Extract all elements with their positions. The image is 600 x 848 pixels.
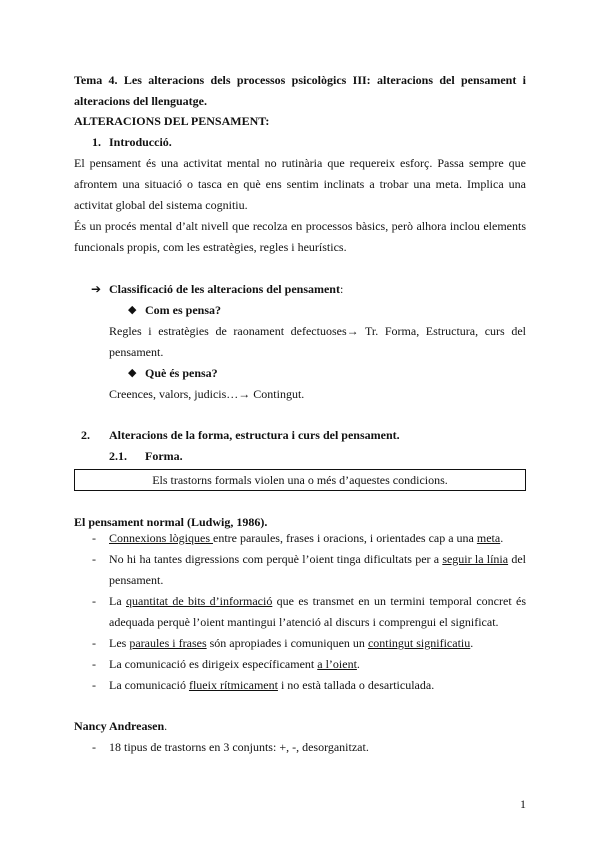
section-2-title: Alteracions de la forma, estructura i curs del pensament.	[109, 428, 400, 442]
intro-paragraph-2-line-2: funcionals propis, com les estratègies, regles i heurístics.	[74, 240, 347, 254]
section-heading: ALTERACIONS DEL PENSAMENT:	[74, 114, 270, 128]
question-how-text-line-2: pensament.	[109, 345, 164, 359]
list-dash: -	[92, 657, 96, 671]
section-1-title: Introducció.	[109, 135, 172, 149]
intro-paragraph-1-line-2: afrontem una situació o tasca en què ens sentim inclinats a trobar una meta. Implica una	[74, 177, 526, 191]
list-item-information-bits-line-2: adequada perquè l’oient mantingui l’atenció al discurs i comprengui el significat.	[109, 615, 499, 629]
classification-colon: :	[339, 282, 344, 296]
list-dash: -	[92, 636, 96, 650]
diamond-bullet-icon: ◆	[128, 304, 137, 316]
list-dash: -	[92, 678, 96, 692]
classification-label: Classificació de les alteracions del pensament	[109, 282, 340, 296]
section-2-number: 2.	[81, 428, 90, 442]
list-item-digressions-line-2: pensament.	[109, 573, 164, 587]
list-dash: -	[92, 594, 96, 608]
list-item-digressions-line-1: No hi ha tantes digressions com perquè l’oient tinga dificultats per a seguir la línia del	[109, 552, 526, 566]
question-what-think: Què és pensa?	[145, 366, 218, 380]
diamond-bullet-icon: ◆	[128, 367, 137, 379]
list-dash: -	[92, 552, 96, 566]
question-how-text-line-1: Regles i estratègies de raonament defectuoses→ Tr. Forma, Estructura, curs del	[109, 324, 526, 338]
page-number: 1	[520, 797, 526, 811]
section-1-number: 1.	[92, 135, 101, 149]
list-dash: -	[92, 531, 96, 545]
section-2-1-number: 2.1.	[109, 449, 127, 463]
conditions-box-text: Els trastorns formals violen una o més d’aquestes condicions.	[152, 472, 448, 487]
list-item-information-bits-line-1: La quantitat de bits d’informació que es transmet en un termini temporal concret és	[109, 594, 526, 608]
normal-thought-heading: El pensament normal (Ludwig, 1986).	[74, 515, 268, 529]
question-what-text: Creences, valors, judicis…→ Contingut.	[109, 387, 305, 401]
document-title-line-2: alteracions del llenguatge.	[74, 94, 207, 108]
intro-paragraph-2-line-1: És un procés mental d’alt nivell que recolza en processos bàsics, però alhora inclou elements	[74, 219, 526, 233]
intro-paragraph-1-line-1: El pensament és una activitat mental no rutinària que requereix esforç. Passa sempre que	[74, 156, 526, 170]
conditions-box	[74, 469, 526, 491]
question-how-think: Com es pensa?	[145, 303, 222, 317]
list-item-logical-connections: Connexions lògiques entre paraules, frases i oracions, i orientades cap a una meta.	[109, 531, 504, 545]
list-item-words-phrases: Les paraules i frases són apropiades i comuniquen un contingut significatiu.	[109, 636, 474, 650]
list-dash: -	[92, 740, 96, 754]
nancy-andreasen-heading: Nancy Andreasen.	[74, 719, 168, 733]
list-item-directed-listener: La comunicació es dirigeix específicament a l’oient.	[109, 657, 360, 671]
section-2-1-title: Forma.	[145, 449, 183, 463]
nancy-list-item: 18 tipus de trastorns en 3 conjunts: +, -, desorganitzat.	[109, 740, 369, 754]
classification-heading	[109, 282, 343, 296]
intro-paragraph-1-line-3: activitat global del sistema cognitiu.	[74, 198, 248, 212]
arrow-icon: ➔	[91, 282, 102, 296]
list-item-rhythmic-flow: La comunicació flueix rítmicament i no està tallada o desarticulada.	[109, 678, 435, 692]
document-title-line-1: Tema 4. Les alteracions dels processos psicològics III: alteracions del pensament i	[74, 73, 526, 87]
